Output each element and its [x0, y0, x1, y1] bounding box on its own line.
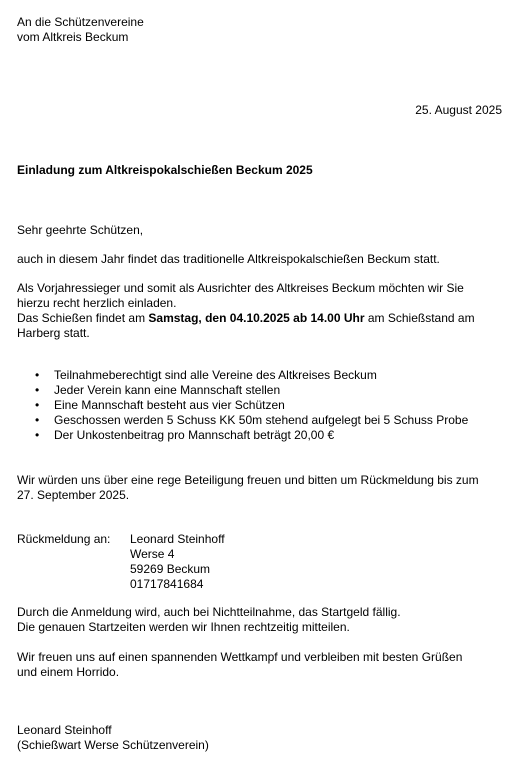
contact-street: Werse 4 [130, 547, 175, 561]
list-item: • Der Unkostenbeitrag pro Mannschaft beträgt 20,00 € [35, 428, 335, 442]
list-item: • Jeder Verein kann eine Mannschaft stellen [35, 383, 281, 397]
bullet-icon: • [35, 413, 40, 427]
recipient-line-2: vom Altkreis Beckum [17, 30, 129, 44]
feedback-line-1: Wir würden uns über eine rege Beteiligung freuen und bitten um Rückmeldung bis zum [17, 473, 479, 487]
contact-city: 59269 Beckum [130, 562, 211, 576]
bullet-icon: • [35, 383, 40, 397]
salutation: Sehr geehrte Schützen, [17, 223, 144, 237]
event-date-time: Samstag, den 04.10.2025 ab 14.00 Uhr [148, 311, 365, 325]
list-item: • Eine Mannschaft besteht aus vier Schützen [35, 398, 285, 412]
invitation-line-3 [17, 311, 475, 326]
invitation-line-2: hierzu recht herzlich einladen. [17, 296, 177, 310]
bullet-icon: • [35, 368, 40, 382]
letter-subject: Einladung zum Altkreispokalschießen Beckum 2025 [17, 163, 313, 177]
contact-address [130, 532, 225, 592]
signature-role: (Schießwart Werse Schützenverein) [17, 738, 209, 752]
letter-date: 25. August 2025 [415, 103, 502, 117]
list-item: • Geschossen werden 5 Schuss KK 50m stehend aufgelegt bei 5 Schuss Probe [35, 413, 469, 427]
invitation-line-1: Als Vorjahressieger und somit als Ausrichter des Altkreises Beckum möchten wir Sie [17, 281, 464, 295]
bullet-icon: • [35, 398, 40, 412]
notice-line-1: Durch die Anmeldung wird, auch bei Nichtteilnahme, das Startgeld fällig. [17, 605, 401, 619]
invitation-line-4: Harberg statt. [17, 326, 90, 340]
signature-name: Leonard Steinhoff [17, 723, 112, 737]
conditions-list [17, 368, 468, 443]
bullet-icon: • [35, 428, 40, 442]
contact-label: Rückmeldung an: [17, 532, 111, 546]
feedback-line-2: 27. September 2025. [17, 488, 130, 502]
notice-line-2: Die genauen Startzeiten werden wir Ihnen rechtzeitig mitteilen. [17, 620, 350, 634]
contact-name: Leonard Steinhoff [130, 532, 225, 546]
closing-line-1: Wir freuen uns auf einen spannenden Wettkampf und verbleiben mit besten Grüßen [17, 650, 463, 664]
list-item: • Teilnahmeberechtigt sind alle Vereine des Altkreises Beckum [35, 368, 377, 382]
closing-line-2: und einem Horrido. [17, 665, 120, 679]
intro-paragraph: auch in diesem Jahr findet das traditionelle Altkreispokalschießen Beckum statt. [17, 252, 440, 266]
recipient-line-1: An die Schützenvereine [17, 15, 144, 29]
contact-phone: 01717841684 [130, 577, 204, 591]
event-text-post: am Schießstand am [364, 311, 475, 325]
event-text-pre: Das Schießen findet am [17, 311, 149, 325]
